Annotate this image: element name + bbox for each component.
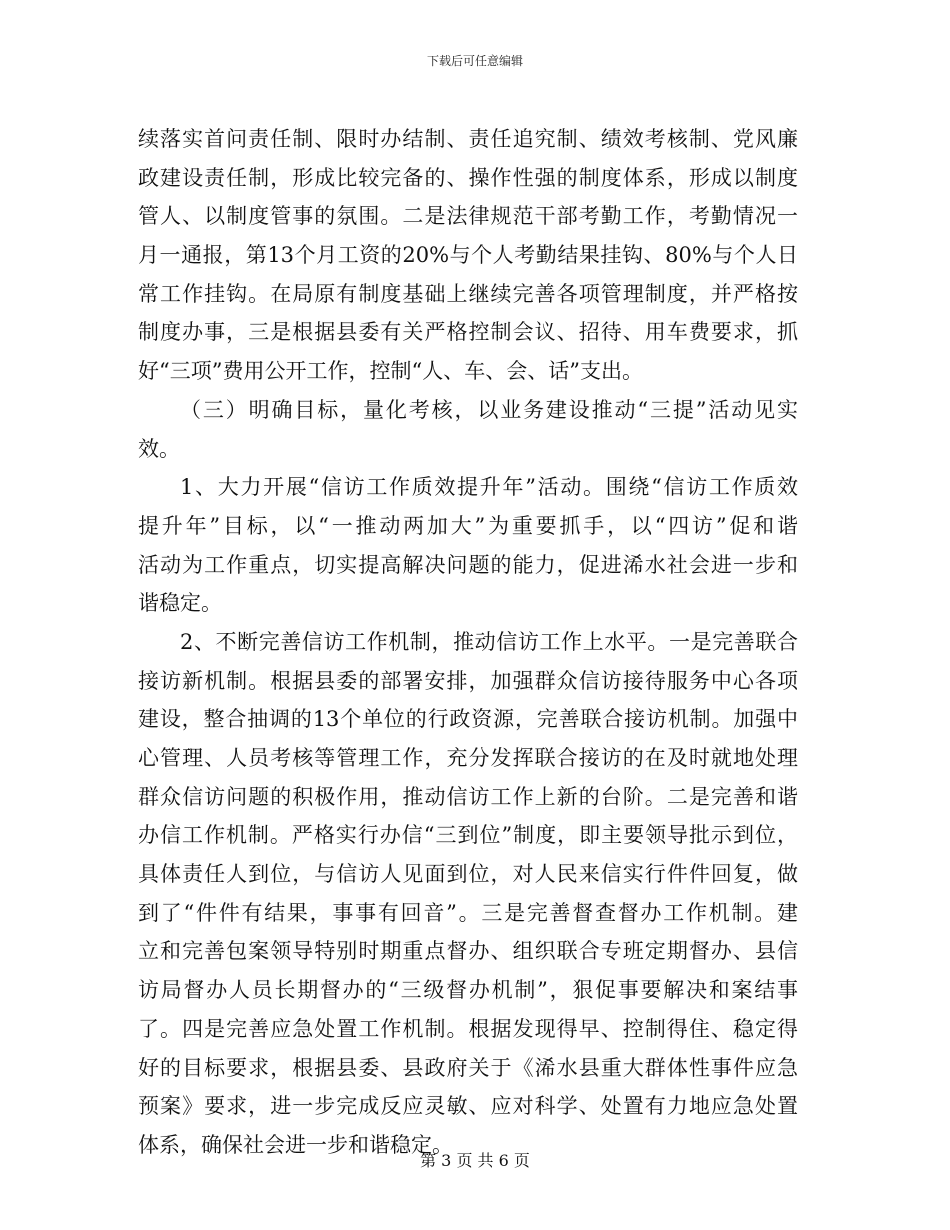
- text-line: 访局督办人员长期督办的“三级督办机制”，狠促事要解决和案结事: [138, 978, 798, 1003]
- text-line: 2、不断完善信访工作机制，推动信访工作上水平。一是完善联合: [180, 629, 798, 654]
- text-line: 月一通报，第13个月工资的20%与个人考勤结果挂钩、80%与个人日: [138, 243, 798, 268]
- page-number: 第 3 页 共 6 页: [420, 1151, 530, 1170]
- text-line: 了。四是完善应急处置工作机制。根据发现得早、控制得住、稳定得: [138, 1016, 798, 1041]
- text-line: 建设，整合抽调的13个单位的行政资源，完善联合接访机制。加强中: [138, 707, 798, 732]
- text-line: 谐稳定。: [138, 591, 222, 616]
- header-note: 下载后可任意编辑: [426, 54, 523, 68]
- text-line: 群众信访问题的积极作用，推动信访工作上新的台阶。二是完善和谐: [138, 784, 798, 809]
- section-heading: [138, 391, 798, 468]
- text-line: 体系，确保社会进一步和谐稳定。: [138, 1132, 453, 1157]
- text-line: 好的目标要求，根据县委、县政府关于《浠水县重大群体性事件应急: [138, 1055, 798, 1080]
- text-line: 常工作挂钩。在局原有制度基础上继续完善各项管理制度，并严格按: [138, 281, 798, 306]
- text-line: 1、大力开展“信访工作质效提升年”活动。围绕“信访工作质效: [180, 475, 798, 500]
- text-line: 效。: [138, 436, 180, 461]
- document-body: [138, 120, 798, 1165]
- text-line: 制度办事，三是根据县委有关严格控制会议、招待、用车费要求，抓: [138, 320, 798, 345]
- paragraph: [138, 468, 798, 623]
- text-line: 政建设责任制，形成比较完备的、操作性强的制度体系，形成以制度: [138, 165, 798, 190]
- paragraph: [138, 120, 798, 391]
- text-line: 办信工作机制。严格实行办信“三到位”制度，即主要领导批示到位，: [138, 823, 798, 848]
- text-line: 接访新机制。根据县委的部署安排，加强群众信访接待服务中心各项: [138, 668, 798, 693]
- text-line: 心管理、人员考核等管理工作，充分发挥联合接访的在及时就地处理: [138, 746, 798, 770]
- text-line: 到了“件件有结果，事事有回音”。三是完善督查督办工作机制。建: [138, 900, 798, 925]
- text-line: 管人、以制度管事的氛围。二是法律规范干部考勤工作，考勤情况一: [138, 204, 798, 229]
- paragraph: [138, 623, 798, 1165]
- text-line: 预案》要求，进一步完成反应灵敏、应对科学、处置有力地应急处置: [138, 1094, 798, 1119]
- text-line: （三）明确目标，量化考核，以业务建设推动“三提”活动见实: [180, 397, 798, 422]
- text-line: 续落实首问责任制、限时办结制、责任追究制、绩效考核制、党风廉: [138, 127, 798, 151]
- text-line: 立和完善包案领导特别时期重点督办、组织联合专班定期督办、县信: [138, 939, 798, 964]
- text-line: 好“三项”费用公开工作，控制“人、车、会、话”支出。: [138, 359, 643, 384]
- text-line: 提升年”目标，以“一推动两加大”为重要抓手，以“四访”促和谐: [138, 513, 798, 538]
- page-header: [0, 53, 950, 69]
- page-footer: [0, 1151, 950, 1171]
- text-line: 活动为工作重点，切实提高解决问题的能力，促进浠水社会进一步和: [138, 552, 798, 577]
- text-line: 具体责任人到位，与信访人见面到位，对人民来信实行件件回复，做: [138, 862, 798, 887]
